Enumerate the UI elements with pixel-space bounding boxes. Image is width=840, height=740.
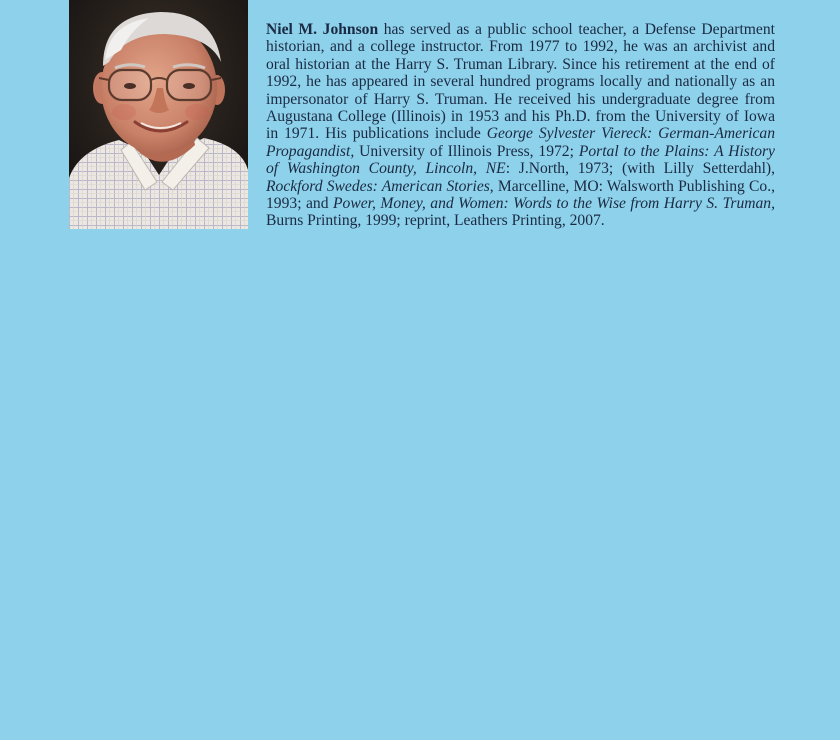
bio-text-4: Marcelline, MO: Walsworth Publishing Co., 1993; and [266,177,776,213]
author-name: Niel M. Johnson [266,21,379,38]
bio-text-5: Burns Printing, 1999; reprint, Leathers Printing, 2007. [266,212,605,230]
bio-text-2: University of Illinois Press, 1972; [354,142,579,160]
book-title-2: Portal to the Plains: A History of Washington County, Lincoln, NE [266,142,775,178]
portrait-photo-icon [69,0,248,229]
book-title-1: George Sylvester Viereck: German-American Propagandist, [266,125,776,160]
book-title-3: Rockford Swedes: American Stories, [266,177,494,195]
book-title-4: Power, Money, and Women: Words to the Wise from Harry S. Truman, [333,195,775,213]
cut-off-heading [265,0,455,4]
author-photo [69,0,248,229]
bio-text-3: : J.North, 1973; (with Lilly Setterdahl), [505,160,775,178]
author-biography [266,21,775,230]
bio-text-1: has served as a public school teacher, a Defense Department historian, and a college instructor. From 1977 to 1992, he was an archivist and oral historian at the Harry S. Truman Library. Since his retirement at the end of 1992, he has appeared in several hundred programs locally and nationally as an impersonator of Harry S. Truman. He received his undergraduate degree from Augustana College (Illinois) in 1953 and his Ph.D. from the University of Iowa in 1971. His publications include [266,21,775,143]
